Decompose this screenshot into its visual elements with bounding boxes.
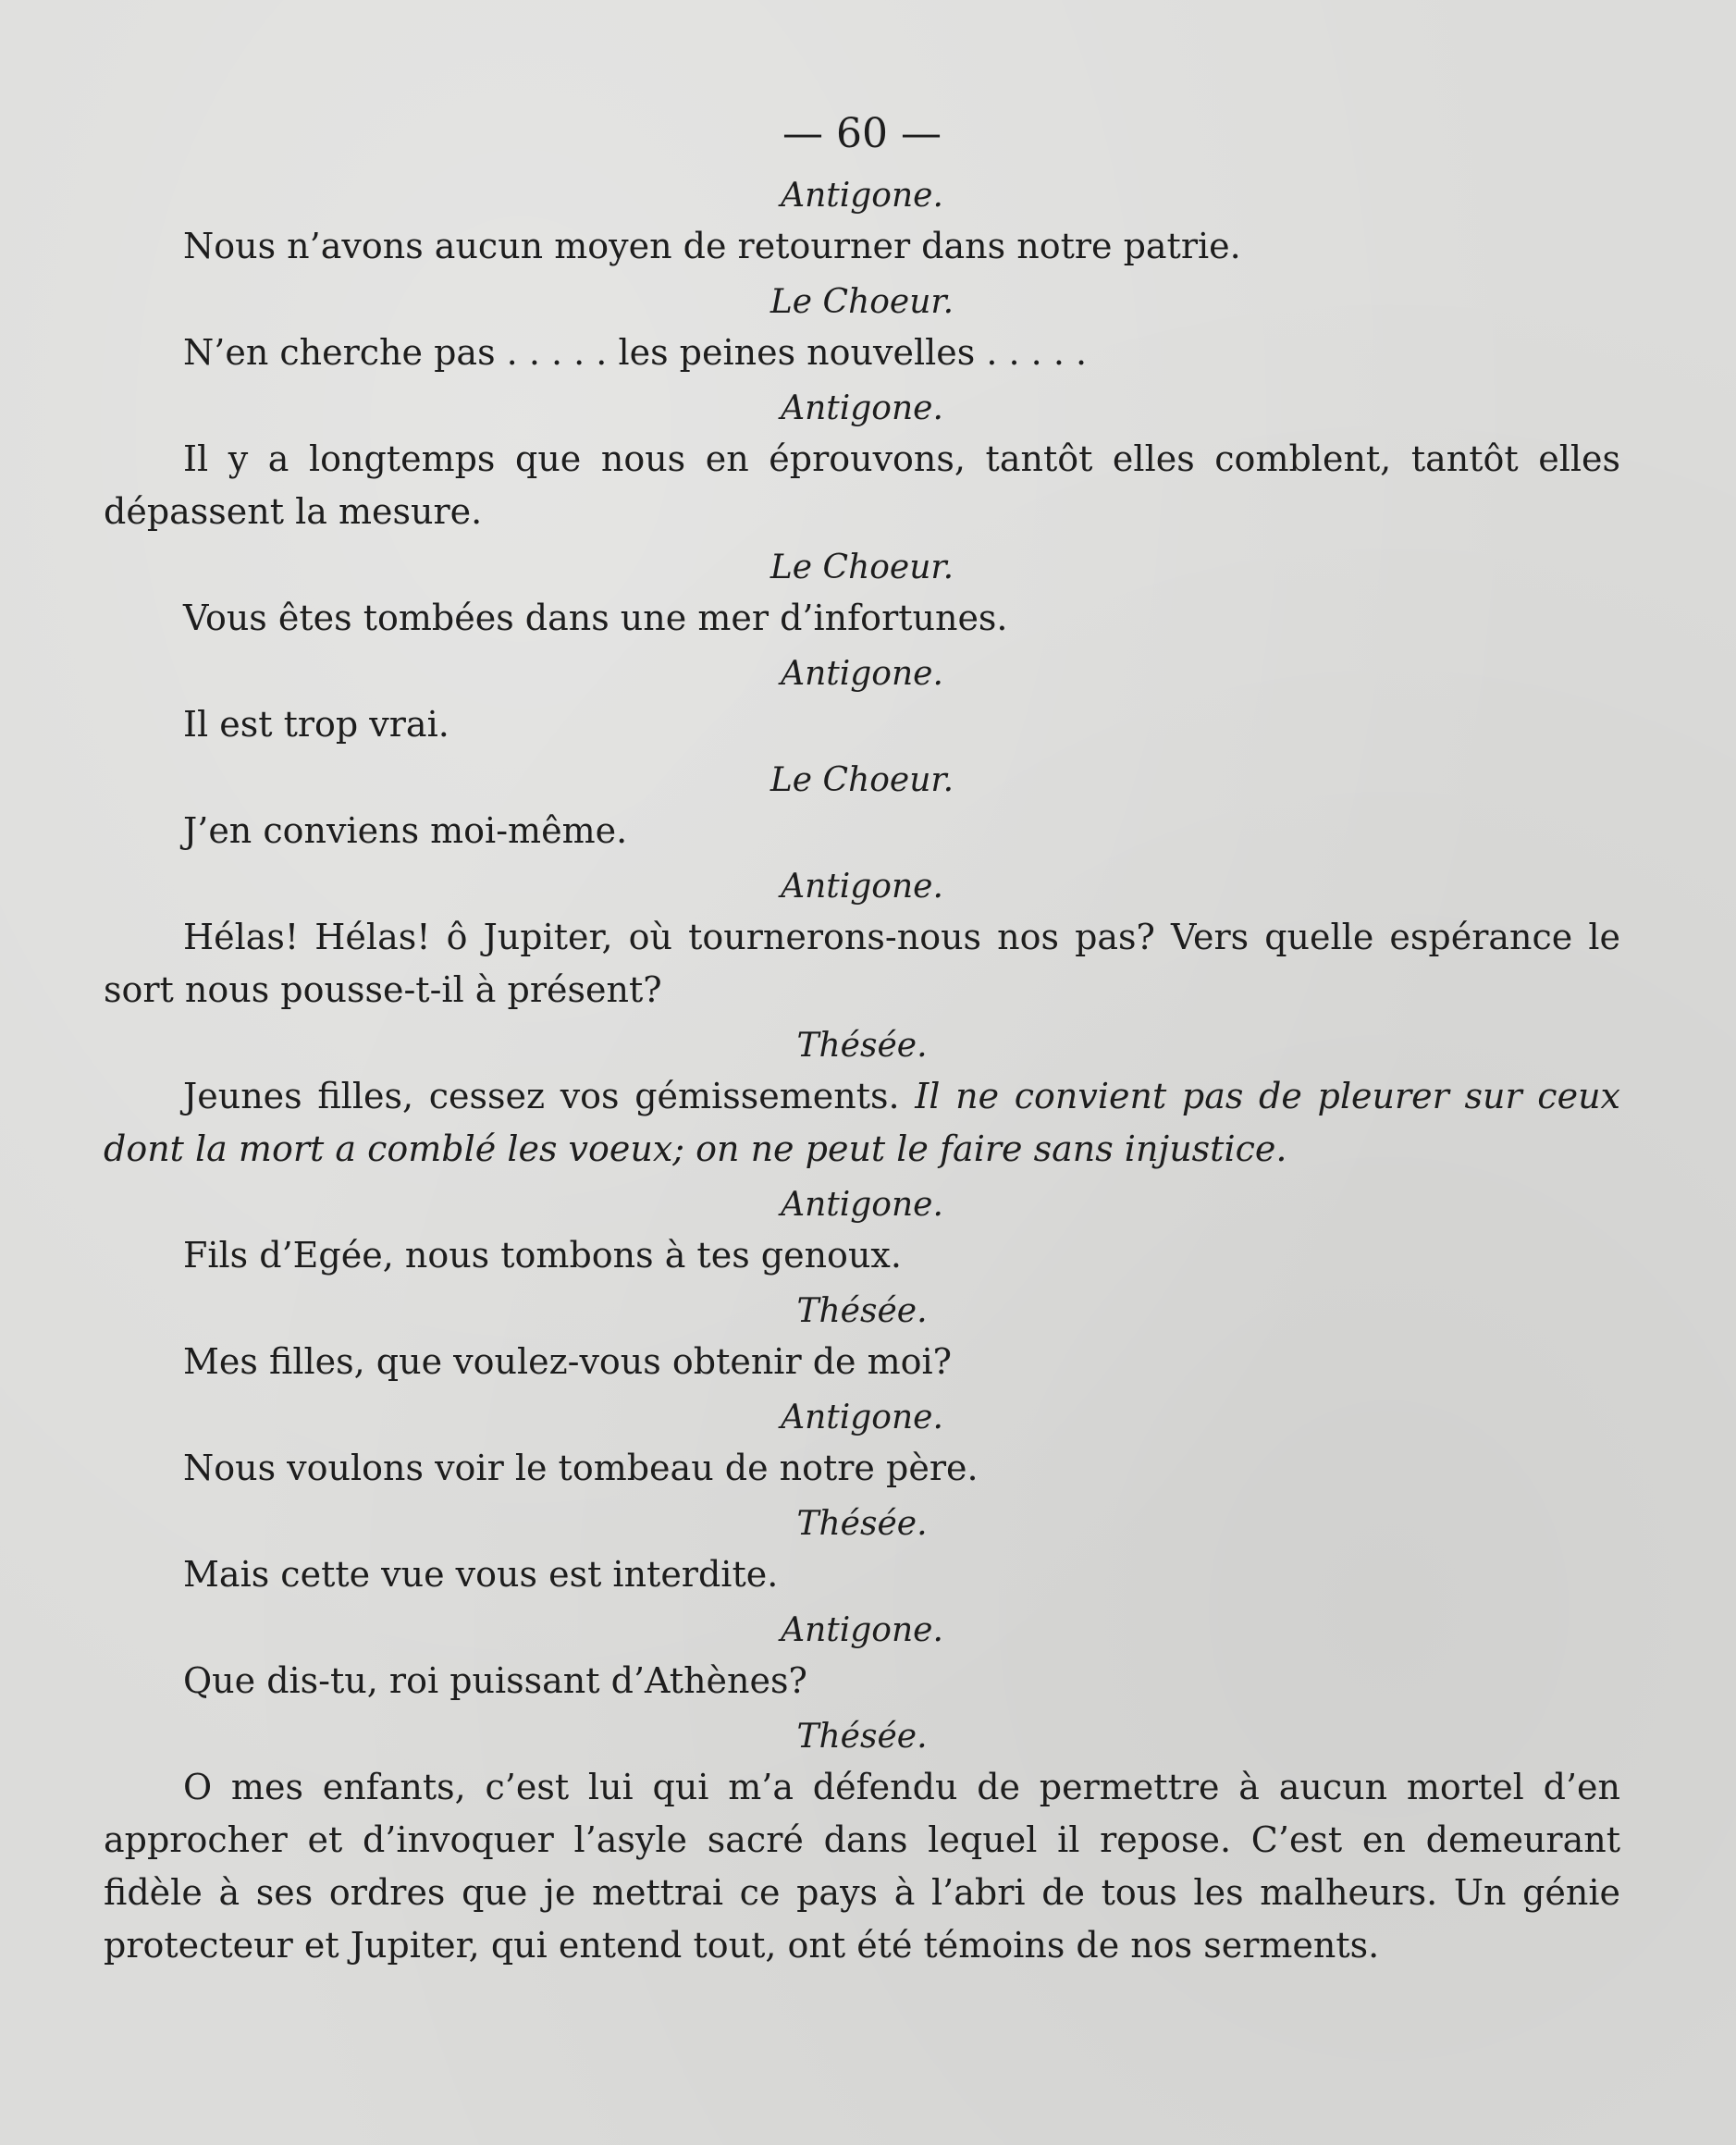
speech-line: Il est trop vrai.	[183, 704, 449, 745]
speaker-heading: Thésée.	[796, 1292, 928, 1330]
speaker-heading: Le Choeur.	[770, 283, 954, 321]
speaker-heading: Thésée.	[796, 1027, 928, 1065]
speech-line-italic: Il ne convient pas de pleurer sur ceux dont la mort a comblé les voeux; on ne peut le faire sans injustice.	[104, 1076, 1620, 1169]
speaker-heading: Le Choeur.	[770, 761, 954, 799]
speaker-heading: Antigone.	[781, 177, 943, 215]
speech-line: Nous voulons voir le tombeau de notre père.	[183, 1448, 979, 1488]
speaker-heading: Thésée.	[796, 1718, 928, 1756]
speech-line: N’en cherche pas . . . . . les peines nouvelles . . . . .	[183, 332, 1088, 373]
speaker-heading: Antigone.	[781, 868, 943, 906]
speech-line: Fils d’Egée, nous tombons à tes genoux.	[183, 1235, 902, 1276]
speech-line-roman: Jeunes filles, cessez vos gémissements.	[183, 1076, 900, 1116]
speaker-heading: Antigone.	[781, 1399, 943, 1436]
speech-line: Mais cette vue vous est interdite.	[183, 1554, 779, 1595]
speech-line: J’en conviens moi-même.	[183, 810, 628, 851]
speech-line: Hélas! Hélas! ô Jupiter, où tournerons-nous nos pas? Vers quelle espérance le sort nous pousse-t-il à présent?	[104, 917, 1620, 1010]
speech-line: Il y a longtemps que nous en éprouvons, tantôt elles comblent, tantôt elles dépassent la mesure.	[104, 438, 1620, 532]
speech-line: Nous n’avons aucun moyen de retourner dans notre patrie.	[183, 226, 1241, 266]
speech-line	[104, 1070, 1620, 1176]
speaker-heading: Antigone.	[781, 1611, 943, 1649]
speaker-heading: Antigone.	[781, 389, 943, 427]
speaker-heading: Thésée.	[796, 1505, 928, 1543]
speech-line: Vous êtes tombées dans une mer d’infortunes.	[183, 598, 1008, 638]
speech-line: Mes filles, que voulez-vous obtenir de moi?	[183, 1341, 953, 1382]
text-column	[104, 102, 1620, 1978]
speech-line: O mes enfants, c’est lui qui m’a défendu de permettre à aucun mortel d’en approcher et d’invoquer l’asyle sacré dans lequel il repose. C’est en demeurant fidèle à ses ordres que je mettrai ce pays à l’abri de tous les malheurs. Un génie protecteur et Jupiter, qui entend tout, ont été témoins de nos serments.	[104, 1767, 1620, 1966]
page-number: — 60 —	[782, 110, 942, 157]
speaker-heading: Antigone.	[781, 1186, 943, 1224]
speaker-heading: Le Choeur.	[770, 549, 954, 586]
speech-line: Que dis-tu, roi puissant d’Athènes?	[183, 1660, 807, 1701]
speaker-heading: Antigone.	[781, 655, 943, 693]
